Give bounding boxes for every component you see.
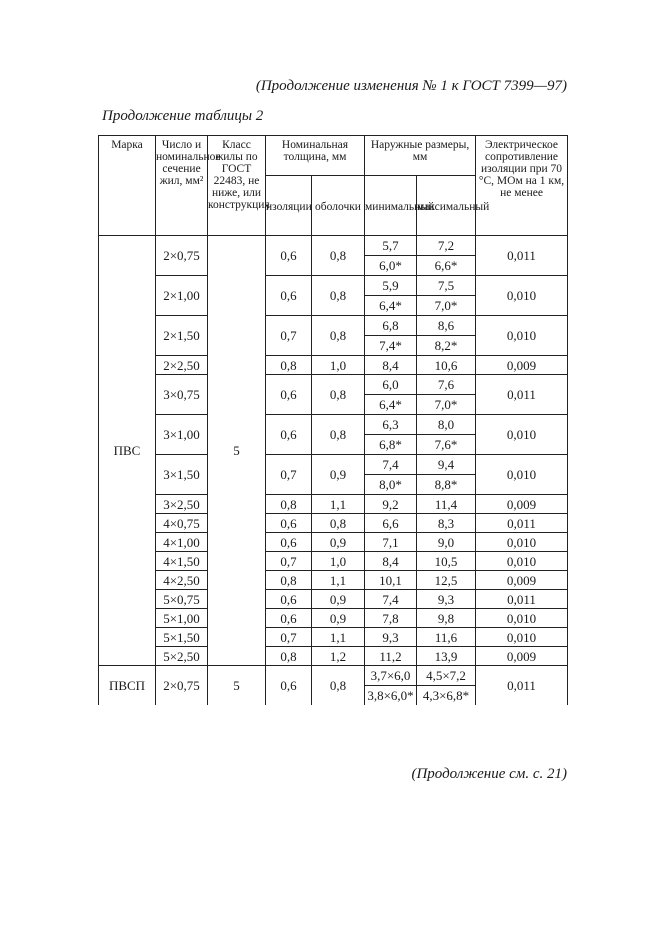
- cell-min: 7,1: [365, 533, 417, 552]
- cell-min: 6,8*: [365, 435, 417, 455]
- cell-insulation: 0,7: [266, 552, 312, 571]
- cell-resistance: 0,011: [476, 590, 568, 609]
- cell-insulation: 0,6: [266, 415, 312, 455]
- header-min: минимальный: [365, 176, 417, 236]
- cell-sheath: 0,8: [312, 375, 365, 415]
- cell-insulation: 0,6: [266, 276, 312, 316]
- cell-resistance: 0,011: [476, 666, 568, 706]
- cell-resistance: 0,010: [476, 276, 568, 316]
- cell-min: 11,2: [365, 647, 417, 666]
- cell-min: 3,8×6,0*: [365, 686, 417, 706]
- table-row: [99, 533, 568, 552]
- cell-insulation: 0,6: [266, 236, 312, 276]
- cell-section: 3×2,50: [156, 495, 208, 514]
- cell-section: 2×1,00: [156, 276, 208, 316]
- cell-sheath: 1,2: [312, 647, 365, 666]
- cell-section: 4×1,00: [156, 533, 208, 552]
- cell-section: 5×2,50: [156, 647, 208, 666]
- cell-sheath: 1,1: [312, 628, 365, 647]
- cell-min: 6,0*: [365, 256, 417, 276]
- cell-resistance: 0,010: [476, 316, 568, 356]
- cell-max: 11,6: [417, 628, 476, 647]
- cell-min: 3,7×6,0: [365, 666, 417, 686]
- cell-max: 7,6*: [417, 435, 476, 455]
- cell-resistance: 0,010: [476, 415, 568, 455]
- cell-max: 9,3: [417, 590, 476, 609]
- cell-min: 6,4*: [365, 296, 417, 316]
- continuation-footer: (Продолжение см. с. 21): [411, 766, 567, 782]
- cell-max: 7,5: [417, 276, 476, 296]
- cell-section: 5×1,00: [156, 609, 208, 628]
- cell-max: 7,6: [417, 375, 476, 395]
- cell-resistance: 0,010: [476, 455, 568, 495]
- cell-section: 4×2,50: [156, 571, 208, 590]
- cell-marka: ПВСП: [99, 666, 156, 706]
- cell-max: 7,0*: [417, 296, 476, 316]
- table-caption: Продолжение таблицы 2: [102, 108, 264, 124]
- cell-sheath: 0,8: [312, 276, 365, 316]
- header-max: максимальный: [417, 176, 476, 236]
- cell-section: 5×1,50: [156, 628, 208, 647]
- cell-insulation: 0,6: [266, 666, 312, 706]
- cell-sheath: 1,0: [312, 356, 365, 375]
- cell-insulation: 0,6: [266, 533, 312, 552]
- cell-class: 5: [208, 666, 266, 706]
- table-row: [99, 375, 568, 395]
- cell-insulation: 0,8: [266, 647, 312, 666]
- cell-resistance: 0,011: [476, 514, 568, 533]
- cell-insulation: 0,8: [266, 356, 312, 375]
- cell-resistance: 0,011: [476, 375, 568, 415]
- cell-min: 7,8: [365, 609, 417, 628]
- cell-resistance: 0,010: [476, 533, 568, 552]
- cell-max: 13,9: [417, 647, 476, 666]
- cell-min: 6,4*: [365, 395, 417, 415]
- cell-resistance: 0,010: [476, 609, 568, 628]
- cell-max: 11,4: [417, 495, 476, 514]
- cell-min: 5,7: [365, 236, 417, 256]
- table-row: [99, 571, 568, 590]
- table-row: [99, 609, 568, 628]
- cell-section: 3×1,50: [156, 455, 208, 495]
- cell-insulation: 0,7: [266, 316, 312, 356]
- cell-sheath: 0,8: [312, 236, 365, 276]
- table-row: [99, 552, 568, 571]
- cell-min: 10,1: [365, 571, 417, 590]
- table-row: [99, 647, 568, 666]
- cell-sheath: 1,1: [312, 571, 365, 590]
- cell-section: 2×2,50: [156, 356, 208, 375]
- cell-insulation: 0,7: [266, 455, 312, 495]
- cell-sheath: 0,9: [312, 609, 365, 628]
- cell-section: 3×0,75: [156, 375, 208, 415]
- cell-sheath: 1,1: [312, 495, 365, 514]
- header-thickness: Номинальная толщина, мм: [266, 136, 365, 176]
- cell-resistance: 0,010: [476, 552, 568, 571]
- cell-insulation: 0,6: [266, 514, 312, 533]
- table-row: [99, 628, 568, 647]
- cell-sheath: 0,8: [312, 514, 365, 533]
- table-row: [99, 495, 568, 514]
- cell-sheath: 0,8: [312, 316, 365, 356]
- cell-max: 4,5×7,2: [417, 666, 476, 686]
- cell-max: 9,8: [417, 609, 476, 628]
- cell-min: 7,4*: [365, 336, 417, 356]
- cell-insulation: 0,8: [266, 571, 312, 590]
- cell-max: 8,6: [417, 316, 476, 336]
- table-row: [99, 236, 568, 256]
- cell-min: 6,6: [365, 514, 417, 533]
- table-row: [99, 666, 568, 686]
- cell-max: 8,3: [417, 514, 476, 533]
- cell-section: 3×1,00: [156, 415, 208, 455]
- cell-min: 8,0*: [365, 475, 417, 495]
- cell-max: 8,0: [417, 415, 476, 435]
- cell-insulation: 0,8: [266, 495, 312, 514]
- cell-min: 6,3: [365, 415, 417, 435]
- cell-max: 8,2*: [417, 336, 476, 356]
- cell-resistance: 0,009: [476, 571, 568, 590]
- cell-resistance: 0,011: [476, 236, 568, 276]
- cell-section: 2×0,75: [156, 666, 208, 706]
- cell-min: 5,9: [365, 276, 417, 296]
- cell-min: 7,4: [365, 455, 417, 475]
- cell-min: 8,4: [365, 552, 417, 571]
- cell-resistance: 0,009: [476, 356, 568, 375]
- table-row: [99, 455, 568, 475]
- cell-max: 9,4: [417, 455, 476, 475]
- table-row: [99, 590, 568, 609]
- cell-min: 6,0: [365, 375, 417, 395]
- table-row: [99, 356, 568, 375]
- cell-insulation: 0,7: [266, 628, 312, 647]
- cell-marka: ПВС: [99, 236, 156, 666]
- header-cores: Число и номинальное сечение жил, мм²: [156, 136, 208, 236]
- cell-insulation: 0,6: [266, 590, 312, 609]
- cell-section: 2×0,75: [156, 236, 208, 276]
- header-sheath: оболочки: [312, 176, 365, 236]
- table-body: [99, 236, 568, 706]
- header-marka: Марка: [99, 136, 156, 236]
- cell-section: 5×0,75: [156, 590, 208, 609]
- cell-max: 6,6*: [417, 256, 476, 276]
- cell-resistance: 0,010: [476, 628, 568, 647]
- header-resistance: Электрическое сопротивление изоляции при 70 °С, МОм на 1 км, не менее: [476, 136, 568, 236]
- cell-sheath: 0,9: [312, 455, 365, 495]
- table-row: [99, 316, 568, 336]
- cell-min: 8,4: [365, 356, 417, 375]
- cell-max: 7,0*: [417, 395, 476, 415]
- cell-resistance: 0,009: [476, 495, 568, 514]
- table-row: [99, 415, 568, 435]
- header-class: Класс жилы по ГОСТ 22483, не ниже, или конструкция: [208, 136, 266, 236]
- table-row: [99, 514, 568, 533]
- cell-sheath: 0,9: [312, 590, 365, 609]
- cell-section: 4×1,50: [156, 552, 208, 571]
- cell-max: 4,3×6,8*: [417, 686, 476, 706]
- cell-max: 7,2: [417, 236, 476, 256]
- cell-max: 12,5: [417, 571, 476, 590]
- cell-sheath: 0,8: [312, 415, 365, 455]
- cell-sheath: 0,9: [312, 533, 365, 552]
- cell-section: 2×1,50: [156, 316, 208, 356]
- cell-max: 9,0: [417, 533, 476, 552]
- cell-min: 9,2: [365, 495, 417, 514]
- cell-max: 8,8*: [417, 475, 476, 495]
- cell-resistance: 0,009: [476, 647, 568, 666]
- cell-insulation: 0,6: [266, 609, 312, 628]
- cell-min: 9,3: [365, 628, 417, 647]
- header-insulation: изоляции: [266, 176, 312, 236]
- table-row: [99, 276, 568, 296]
- cell-max: 10,5: [417, 552, 476, 571]
- cell-sheath: 1,0: [312, 552, 365, 571]
- cell-max: 10,6: [417, 356, 476, 375]
- continuation-header: (Продолжение изменения № 1 к ГОСТ 7399—97): [255, 78, 567, 94]
- cell-section: 4×0,75: [156, 514, 208, 533]
- cell-insulation: 0,6: [266, 375, 312, 415]
- cell-sheath: 0,8: [312, 666, 365, 706]
- cell-min: 6,8: [365, 316, 417, 336]
- cell-min: 7,4: [365, 590, 417, 609]
- header-outer: Наружные размеры, мм: [365, 136, 476, 176]
- cell-class: 5: [208, 236, 266, 666]
- cable-table: [98, 135, 568, 705]
